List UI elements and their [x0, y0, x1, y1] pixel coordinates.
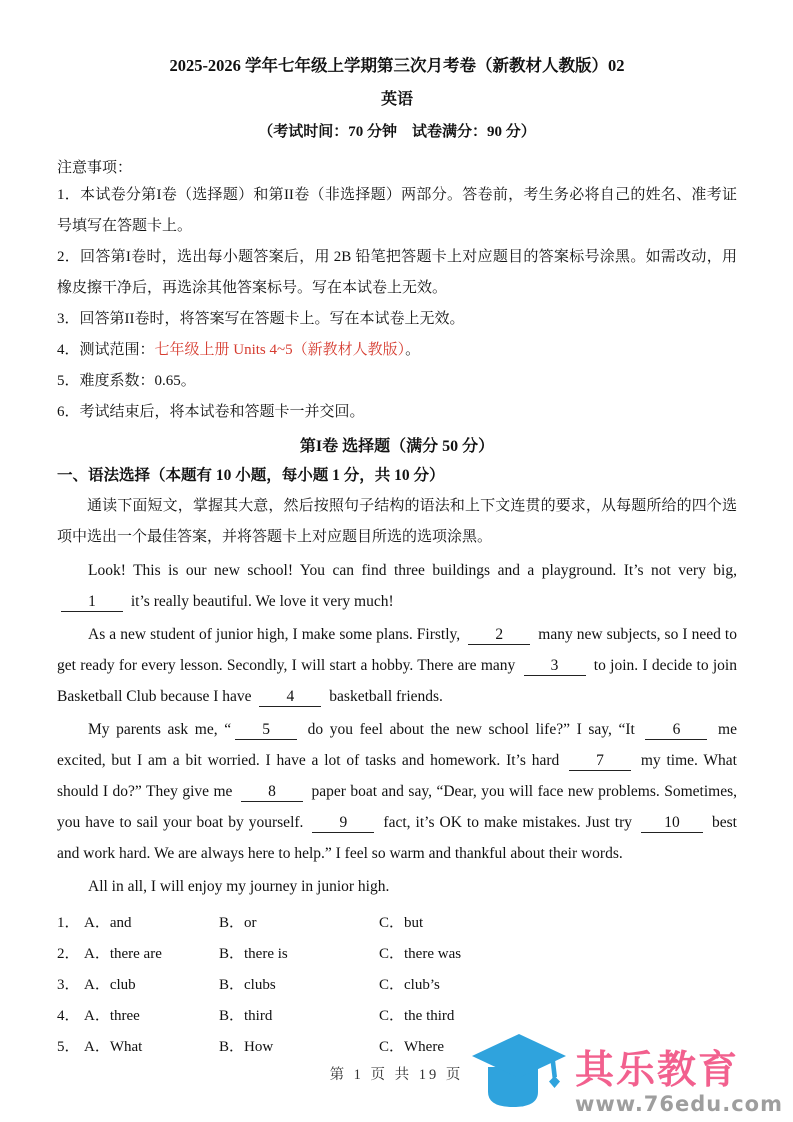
notice-text: 5．难度系数：0.65。	[57, 373, 196, 389]
question-number: 2．	[57, 946, 80, 962]
cloze-blank-4: 4	[259, 688, 321, 707]
grammar-instructions: 通读下面短文，掌握其大意，然后按照句子结构的语法和上下文连贯的要求，从每题所给的四个选项中选出一个最佳答案，并将答题卡上对应题目所选的选项涂黑。	[57, 498, 737, 545]
page-number-footer: 第 1 页 共 19 页	[329, 1067, 464, 1083]
cloze-blank-3: 3	[524, 657, 586, 676]
notice-text: 。	[405, 342, 421, 358]
option-b: B．there is	[219, 946, 288, 962]
notice-item	[57, 397, 737, 428]
brand-url: www.76edu.com	[574, 1092, 783, 1116]
notice-item	[57, 304, 737, 335]
option-a: A．and	[84, 915, 132, 931]
option-c: C．but	[379, 915, 424, 931]
option-row-4	[57, 1001, 737, 1032]
notices-section	[57, 156, 737, 428]
option-row-1	[57, 908, 737, 939]
passage-paragraph: All in all, I will enjoy my journey in junior high.	[88, 878, 390, 895]
notice-item	[57, 335, 737, 366]
cloze-blank-8: 8	[241, 783, 303, 802]
exam-subject: 英语	[380, 91, 413, 108]
notice-text: 2．回答第I卷时，选出每小题答案后，用 2B 铅笔把答题卡上对应题目的答案标号涂黑。如需改动，用橡皮擦干净后，再选涂其他答案标号。写在本试卷上无效。	[57, 249, 737, 296]
notice-text: 3．回答第II卷时，将答案写在答题卡上。写在本试卷上无效。	[57, 311, 465, 327]
option-b: B．How	[219, 1039, 274, 1055]
cloze-passage	[57, 555, 737, 902]
option-row-3	[57, 970, 737, 1001]
brand-logo	[469, 1031, 783, 1116]
option-a: A．club	[84, 977, 136, 993]
option-c: C．Where	[379, 1039, 444, 1055]
cloze-blank-10: 10	[641, 814, 703, 833]
brand-text	[575, 1050, 783, 1116]
notice-item	[57, 366, 737, 397]
passage-paragraph: Look! This is our new school! You can find three buildings and a playground. It’s not very big, 1 it’s really beautiful. We love it very much!	[57, 555, 737, 617]
notice-item	[57, 242, 737, 304]
exam-time-score-info: （考试时间：70 分钟 试卷满分：90 分）	[258, 124, 536, 140]
cloze-blank-7: 7	[569, 752, 631, 771]
exam-title: 2025-2026 学年七年级上学期第三次月考卷（新教材人教版）02	[169, 56, 625, 75]
cloze-blank-9: 9	[312, 814, 374, 833]
notice-item	[57, 180, 737, 242]
section1-title: 第I卷 选择题（满分 50 分）	[299, 438, 495, 455]
grammar-section-heading: 一、语法选择（本题有 10 小题，每小题 1 分，共 10 分）	[57, 467, 445, 484]
cloze-blank-5: 5	[235, 721, 297, 740]
notices-heading: 注意事项：	[57, 160, 133, 176]
cloze-blank-1: 1	[61, 593, 123, 612]
question-number: 5．	[57, 1039, 80, 1055]
option-c: C．there was	[379, 946, 462, 962]
option-b: B．clubs	[219, 977, 276, 993]
option-c: C．club’s	[379, 977, 440, 993]
option-b: B．or	[219, 915, 257, 931]
graduation-cap-icon	[469, 1031, 569, 1116]
passage-paragraph: My parents ask me, “ 5 do you feel about the new school life?” I say, “It 6 me excited, but I am a bit worried. I have a lot of tasks and homework. It’s hard 7 my time. What should I do?” They give me 8 paper boat and say, “Dear, you will face new problems. Sometimes, you have to sail your boat by yourself. 9 fact, it’s OK to make mistakes. Just try 10 best and work hard. We are always here to help.” I feel so warm and thankful about their words.	[57, 721, 738, 862]
option-a: A．there are	[84, 946, 162, 962]
question-number: 4．	[57, 1008, 80, 1024]
notice-text: 6．考试结束后，将本试卷和答题卡一并交回。	[57, 404, 365, 420]
option-c: C．the third	[379, 1008, 455, 1024]
option-row-2	[57, 939, 737, 970]
passage-paragraph: As a new student of junior high, I make some plans. Firstly, 2 many new subjects, so I need to get ready for every lesson. Secondly, I will start a hobby. There are many 3 to join. I decide to join Basketball Club because I have 4 basketball friends.	[57, 626, 737, 705]
option-a: A．What	[84, 1039, 143, 1055]
brand-name: 其乐教育	[574, 1048, 739, 1093]
question-number: 1．	[57, 915, 80, 931]
question-number: 3．	[57, 977, 80, 993]
notice-text: 1．本试卷分第I卷（选择题）和第II卷（非选择题）两部分。答卷前，考生务必将自己的姓名、准考证号填写在答题卡上。	[57, 187, 737, 234]
option-b: B．third	[219, 1008, 273, 1024]
test-scope-highlight: 七年级上册 Units 4~5（新教材人教版）	[154, 342, 406, 358]
cloze-blank-2: 2	[468, 626, 530, 645]
cloze-blank-6: 6	[645, 721, 707, 740]
option-a: A．three	[84, 1008, 140, 1024]
notices-list	[57, 180, 737, 428]
notice-text: 4．测试范围：	[57, 342, 155, 358]
